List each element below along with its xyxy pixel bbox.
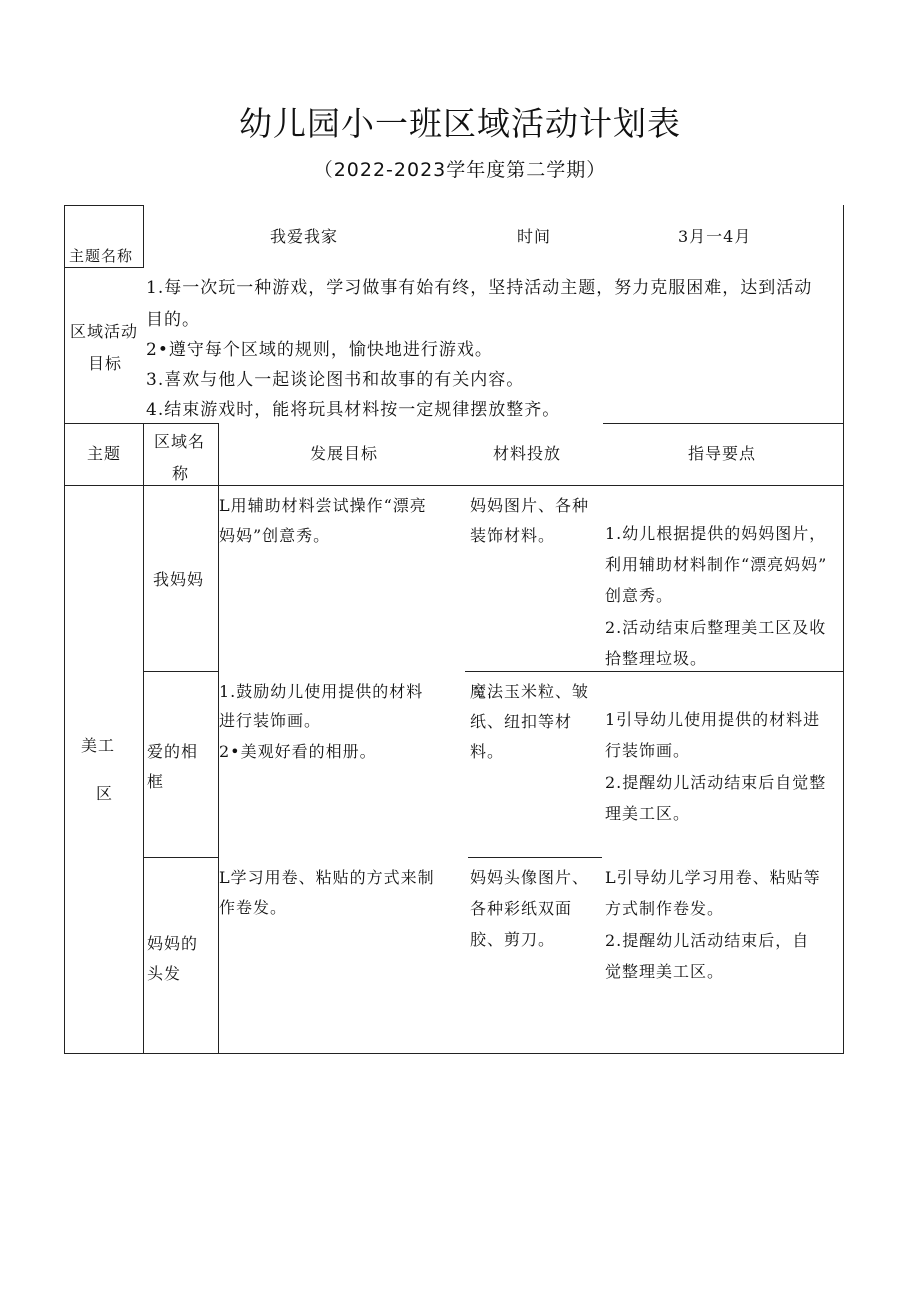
guidance: 理美工区。 xyxy=(605,804,691,823)
guidance: 1.幼儿根据提供的妈妈图片， xyxy=(605,524,827,543)
guidance: 拾整理垃圾。 xyxy=(605,649,708,668)
goal-item: 目的。 xyxy=(146,310,200,330)
materials: 纸、纽扣等材 xyxy=(470,712,573,731)
section-name: 美工 xyxy=(81,736,116,755)
divider xyxy=(143,205,144,267)
goal-item: 4.结束游戏时，能将玩具材料按一定规律摆放整齐。 xyxy=(146,400,561,420)
guidance: 利用辅助材料制作“漂亮妈妈” xyxy=(605,555,828,574)
guidance: 觉整理美工区。 xyxy=(605,962,725,981)
materials: 胶、剪刀。 xyxy=(470,930,556,949)
area-name: 我妈妈 xyxy=(153,570,205,589)
page-title: 幼儿园小一班区域活动计划表 xyxy=(239,104,681,143)
column-header-theme: 主题 xyxy=(87,444,122,463)
time-value: 3月一4月 xyxy=(678,227,752,246)
development-goal: 作卷发。 xyxy=(219,898,288,917)
time-label: 时间 xyxy=(517,227,552,246)
development-goal: L学习用卷、粘贴的方式来制 xyxy=(219,868,435,887)
materials: 装饰材料。 xyxy=(470,526,556,545)
column-header-guidance: 指导要点 xyxy=(688,444,757,463)
development-goal: 进行装饰画。 xyxy=(219,711,322,730)
area-name: 妈妈的 xyxy=(147,934,199,953)
materials: 料。 xyxy=(470,742,505,761)
area-name: 框 xyxy=(147,772,165,791)
development-goal: L用辅助材料尝试操作“漂亮 xyxy=(219,496,427,515)
guidance: L引导幼儿学习用卷、粘贴等 xyxy=(605,868,821,887)
section-name: 区 xyxy=(96,784,114,803)
guidance: 行装饰画。 xyxy=(605,741,691,760)
materials: 魔法玉米粒、皱 xyxy=(470,682,590,701)
divider xyxy=(143,671,218,672)
column-header-materials: 材料投放 xyxy=(493,444,562,463)
goals-label: 目标 xyxy=(88,354,123,373)
table-border-left xyxy=(64,205,65,1053)
theme-label: 主题名称 xyxy=(69,247,134,265)
divider xyxy=(468,857,602,858)
table-border-bottom xyxy=(64,1053,844,1054)
materials: 妈妈图片、各种 xyxy=(470,496,590,515)
guidance: 2.提醒幼儿活动结束后自觉整 xyxy=(605,773,827,792)
guidance: 1引导幼儿使用提供的材料进 xyxy=(605,710,821,729)
materials: 各种彩纸双面 xyxy=(470,899,573,918)
table-border-right xyxy=(843,205,844,1053)
column-header-area: 区域名 xyxy=(154,432,206,451)
divider xyxy=(143,857,218,858)
goals-label: 区域活动 xyxy=(70,322,139,341)
guidance: 2.活动结束后整理美工区及收 xyxy=(605,618,827,637)
area-name: 爱的相 xyxy=(147,742,199,761)
page-subtitle: （2022-2023学年度第二学期） xyxy=(313,159,607,181)
guidance: 创意秀。 xyxy=(605,586,674,605)
materials: 妈妈头像图片、 xyxy=(470,868,590,887)
development-goal: 1.鼓励幼儿使用提供的材料 xyxy=(219,682,424,701)
development-goal: 2•美观好看的相册。 xyxy=(219,742,377,761)
theme-value: 我爱我家 xyxy=(270,227,339,246)
guidance: 2.提醒幼儿活动结束后，自 xyxy=(605,931,810,950)
goal-item: 2•遵守每个区域的规则，愉快地进行游戏。 xyxy=(146,340,493,360)
column-header-development: 发展目标 xyxy=(310,444,379,463)
area-name: 头发 xyxy=(147,964,182,983)
development-goal: 妈妈”创意秀。 xyxy=(219,526,331,545)
divider xyxy=(603,423,843,424)
column-header-area: 称 xyxy=(172,464,190,483)
divider xyxy=(143,423,144,1053)
table-border-top xyxy=(64,205,144,206)
goal-item: 3.喜欢与他人一起谈论图书和故事的有关内容。 xyxy=(146,370,525,390)
guidance: 方式制作卷发。 xyxy=(605,899,725,918)
goal-item: 1.每一次玩一种游戏，学习做事有始有终，坚持活动主题，努力克服困难，达到活动 xyxy=(146,278,813,298)
